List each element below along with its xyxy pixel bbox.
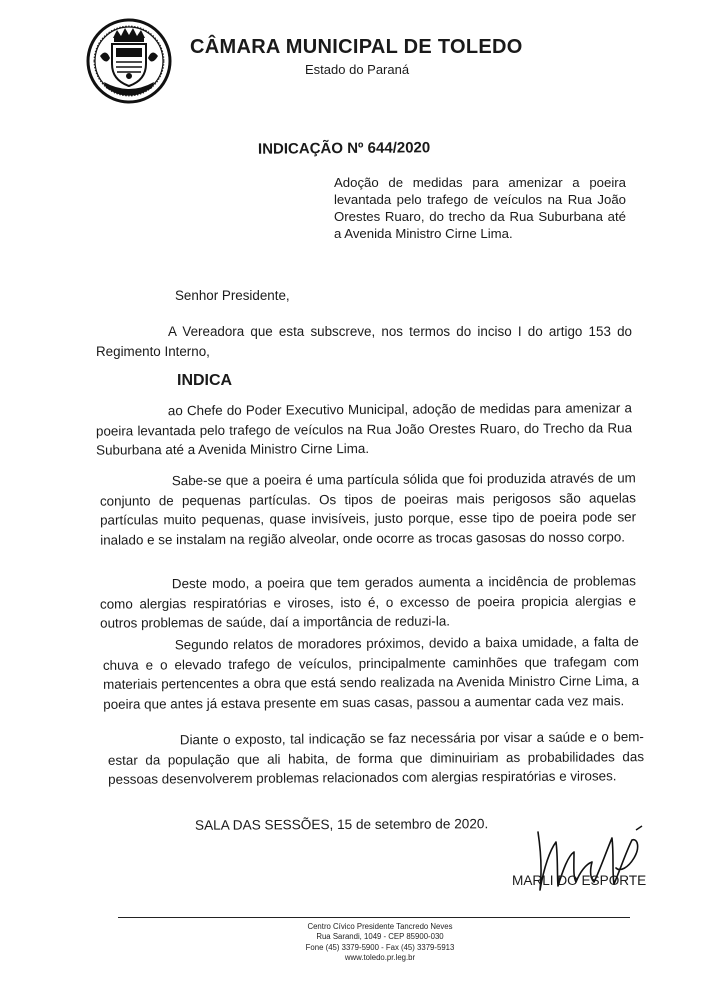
footer-line: Fone (45) 3379-5900 - Fax (45) 3379-5913	[305, 942, 455, 952]
footer-website: www.toledo.pr.leg.br	[344, 952, 416, 962]
signer-name: MARLI DO ESPORTE	[512, 873, 647, 888]
closing-line: SALA DAS SESSÕES, 15 de setembro de 2020.	[194, 816, 489, 833]
document-title: INDICAÇÃO Nº 644/2020	[257, 139, 431, 158]
institution-state: Estado do Paraná	[305, 62, 410, 77]
body-paragraph: Segundo relatos de moradores próximos, devido a baixa umidade, a falta de chuva e o elevado trafego de veículos, principalmente caminhões que trafegam com materiais pertencentes a obra que está sendo realizada na Avenida Ministro Cirne Lima, a poeira que antes já estava presente em suas casas, passou a aumentar cada vez mais.	[102, 634, 640, 712]
institution-name: CÂMARA MUNICIPAL DE TOLEDO	[190, 36, 523, 58]
coat-of-arms-icon	[86, 18, 172, 104]
body-paragraph: Deste modo, a poeira que tem gerados aumenta a incidência de problemas como alergias respiratórias e viroses, isto é, o excesso de poeira propicia alergias e outros problemas de saúde, daí a importância de reduzi-la.	[99, 573, 637, 631]
body-paragraph: ao Chefe do Poder Executivo Municipal, adoção de medidas para amenizar a poeira levantada pelo trafego de veículos na Rua João Orestes Ruaro, do Trecho da Rua Suburbana até a Avenida Ministro Cirne Lima.	[95, 400, 633, 458]
body-paragraph: Sabe-se que a poeira é uma partícula sólida que foi produzida através de um conjunto de pequenas partículas. Os tipos de poeiras mais perigosos são aquelas partículas muito pequenas, quase invisíveis, justo porque, esse tipo de poeira pode ser inalado e se instalam na região alveolar, onde ocorre as trocas gasosas do nosso corpo.	[99, 470, 637, 548]
body-paragraph: Diante o exposto, tal indicação se faz necessária por visar a saúde e o bem-estar da população que ali habita, de forma que diminuiriam as probabilidades das pessoas desenvolverem problemas relacionados com alergias respiratórias e viroses.	[107, 729, 645, 787]
indica-heading: INDICA	[177, 372, 233, 389]
salutation: Senhor Presidente,	[175, 288, 290, 303]
footer-line: Centro Cívico Presidente Tancredo Neves	[307, 922, 453, 931]
intro-paragraph: A Vereadora que esta subscreve, nos termos do inciso I do artigo 153 do Regimento Interno,	[96, 324, 632, 359]
footer-line: Rua Sarandi, 1049 - CEP 85900-030	[316, 932, 444, 942]
footer-address	[255, 922, 505, 963]
footer-divider	[118, 917, 630, 918]
document-summary: Adoção de medidas para amenizar a poeira levantada pelo trafego de veículos na Rua João Orestes Ruaro, do trecho da Rua Suburbana até a Avenida Ministro Cirne Lima.	[334, 175, 626, 241]
